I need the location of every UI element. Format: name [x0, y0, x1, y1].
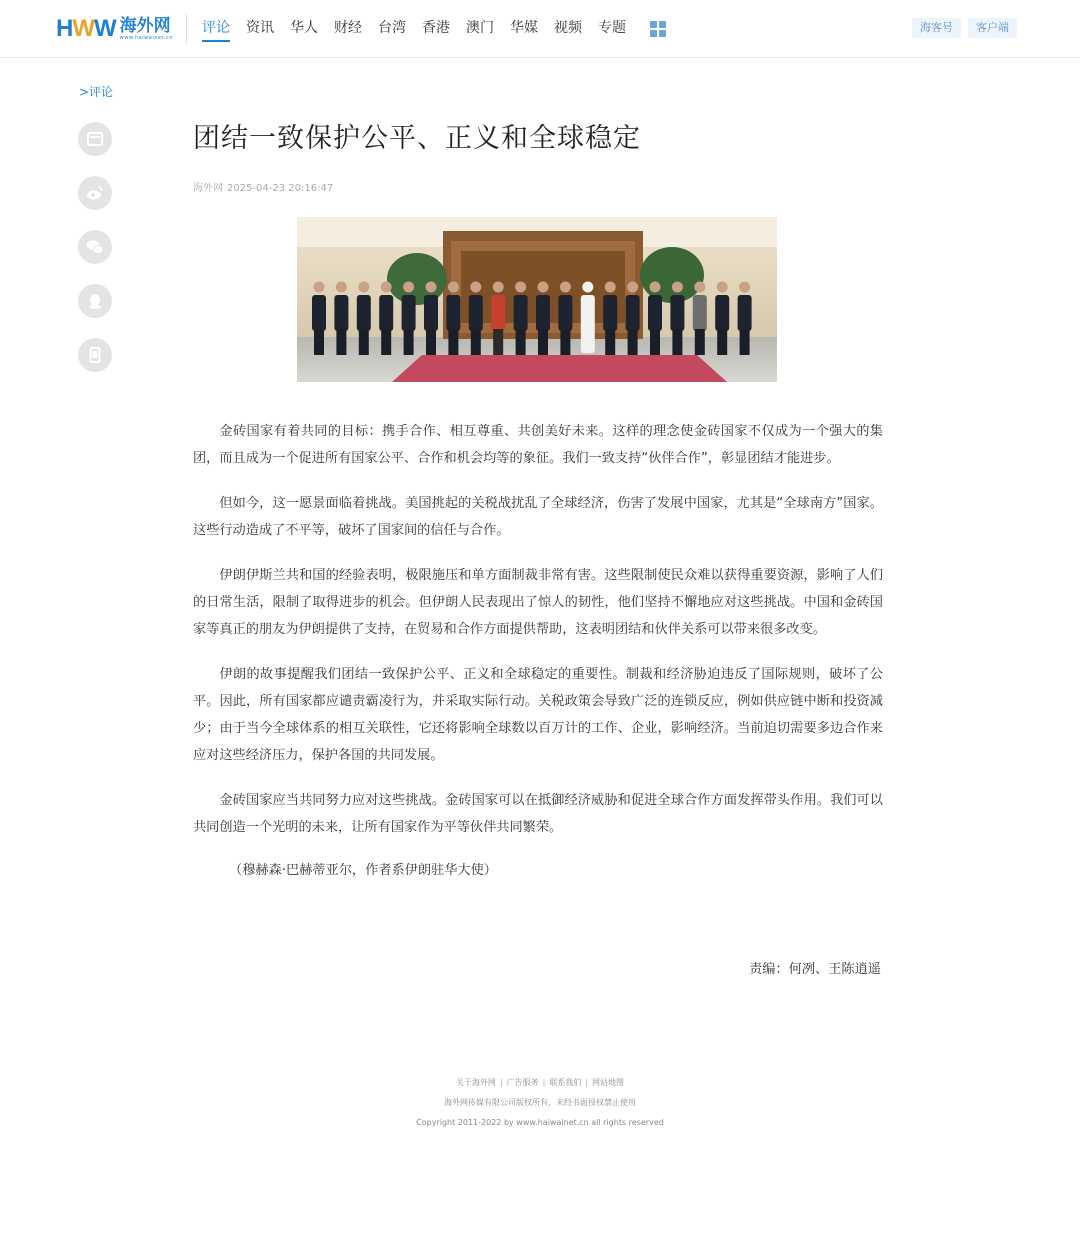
article-editor: 责编：何冽、王陈逍遥	[749, 962, 881, 977]
breadcrumb[interactable]: >评论	[79, 85, 114, 99]
article-body	[193, 418, 883, 884]
share-bar	[78, 122, 112, 392]
article-byline: （穆赫森·巴赫蒂亚尔，作者系伊朗驻华大使）	[229, 863, 497, 878]
main-nav	[202, 18, 642, 42]
nav-item-hongkong[interactable]: 香港	[422, 20, 450, 36]
footer-link-contact[interactable]: 联系我们	[549, 1078, 582, 1087]
header-divider	[186, 14, 187, 44]
article-paragraph: 金砖国家有着共同的目标：携手合作、相互尊重、共创美好未来。这样的理念使金砖国家不仅成为一个强大的集团，而且成为一个促进所有国家公平、合作和机会均等的象征。我们一致支持“伙伴合作”，彰显团结才能进步。	[193, 424, 883, 466]
site-footer	[0, 1073, 1080, 1133]
nav-item-media[interactable]: 华媒	[510, 20, 538, 36]
more-grid-icon[interactable]	[650, 21, 666, 37]
logo-url: www.haiwainet.cn	[119, 35, 173, 41]
site-header	[0, 0, 1080, 58]
article-paragraph: 但如今，这一愿景面临着挑战。美国挑起的关税战扰乱了全球经济，伤害了发展中国家，尤其是“全球南方”国家。这些行动造成了不平等，破坏了国家间的信任与合作。	[193, 496, 883, 538]
nav-item-chinese[interactable]: 华人	[290, 20, 318, 36]
app-client-button[interactable]: 客户端	[968, 18, 1017, 38]
qq-icon[interactable]	[78, 284, 112, 318]
footer-copyright-cn: 海外网传媒有限公司版权所有，未经书面授权禁止使用	[444, 1098, 636, 1107]
footer-copyright-en: Copyright 2011-2022 by www.haiwainet.cn all rights reserved	[416, 1118, 664, 1127]
footer-link-sitemap[interactable]: 网站地图	[592, 1078, 625, 1087]
nav-item-commentary[interactable]: 评论	[202, 18, 230, 42]
wechat-icon[interactable]	[78, 230, 112, 264]
footer-links: 关于海外网 | 广告服务 | 联系我们 | 网站地图	[455, 1078, 625, 1087]
article-paragraph: 伊朗的故事提醒我们团结一致保护公平、正义和全球稳定的重要性。制裁和经济胁迫违反了国际规则，破坏了公平。因此，所有国家都应谴责霸凌行为，并采取实际行动。关税政策会导致广泛的连锁反应，例如供应链中断和投资减少；由于当今全球体系的相互关联性，它还将影响全球数以百万计的工作、企业，影响经济。当前迫切需要多边合作来应对这些经济压力，保护各国的共同发展。	[193, 667, 883, 763]
article-photo	[297, 217, 777, 382]
site-logo[interactable]	[56, 16, 173, 42]
nav-item-news[interactable]: 资讯	[246, 20, 274, 36]
haike-button[interactable]: 海客号	[912, 18, 961, 38]
mobile-icon[interactable]	[78, 338, 112, 372]
article-source: 海外网	[193, 183, 223, 194]
article-title: 团结一致保护公平、正义和全球稳定	[193, 123, 641, 154]
article-meta	[193, 179, 337, 194]
nav-item-macau[interactable]: 澳门	[466, 20, 494, 36]
logo-name: 海外网	[119, 16, 171, 36]
article-datetime: 2025-04-23 20:16:47	[227, 183, 334, 194]
weibo-icon[interactable]	[78, 176, 112, 210]
nav-item-video[interactable]: 视频	[554, 20, 582, 36]
article-paragraph: 伊朗伊斯兰共和国的经验表明，极限施压和单方面制裁非常有害。这些限制使民众难以获得重要资源，影响了人们的日常生活，限制了取得进步的机会。但伊朗人民表现出了惊人的韧性，他们坚持不懈地应对这些挑战。中国和金砖国家等真正的朋友为伊朗提供了支持，在贸易和合作方面提供帮助，这表明团结和伙伴关系可以带来很多改变。	[193, 568, 883, 637]
picture-icon[interactable]	[78, 122, 112, 156]
article-paragraph: 金砖国家应当共同努力应对这些挑战。金砖国家可以在抵御经济威胁和促进全球合作方面发挥带头作用。我们可以共同创造一个光明的未来，让所有国家作为平等伙伴共同繁荣。	[193, 793, 883, 835]
nav-item-taiwan[interactable]: 台湾	[378, 20, 406, 36]
nav-item-finance[interactable]: 财经	[334, 20, 362, 36]
footer-link-ads[interactable]: 广告服务	[506, 1078, 539, 1087]
footer-link-about[interactable]: 关于海外网	[455, 1078, 496, 1087]
nav-item-topics[interactable]: 专题	[598, 20, 626, 36]
logo-mark: HWW	[56, 15, 116, 42]
